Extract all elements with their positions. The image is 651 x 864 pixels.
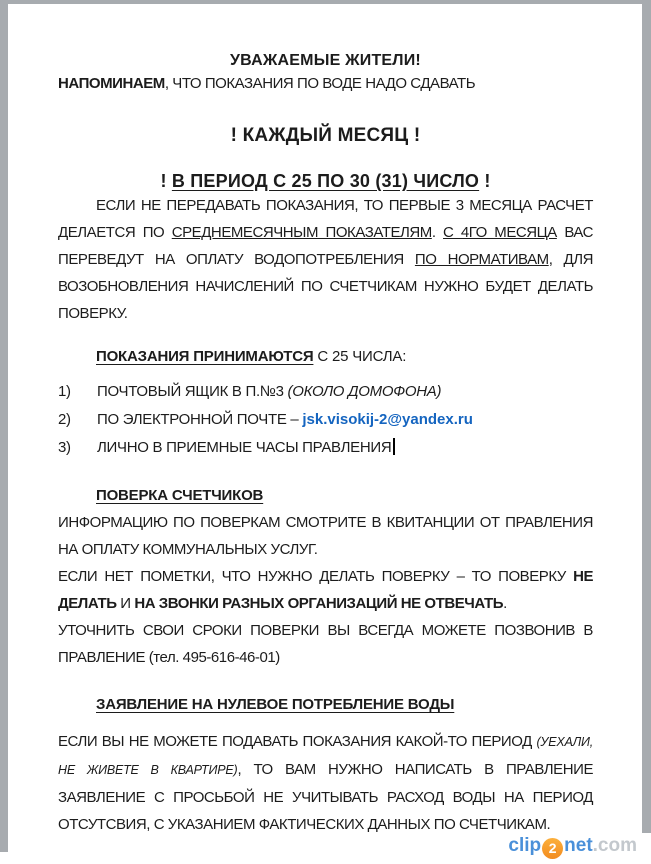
poverka-paragraph-1: ИНФОРМАЦИЮ ПО ПОВЕРКАМ СМОТРИТЕ В КВИТАНЦИИ ОТ ПРАВЛЕНИЯ НА ОПЛАТУ КОММУНАЛЬНЫХ УСЛУГ. <box>58 514 593 558</box>
intro-underline-3: ПО НОРМАТИВАМ <box>414 251 549 268</box>
list-item-text-part: ПО ЭЛЕКТРОННОЙ ПОЧТЕ – <box>97 411 303 428</box>
page-edge-left <box>0 0 8 852</box>
readings-heading-rest: С 25 ЧИСЛА: <box>313 348 407 365</box>
list-item-email <box>58 406 593 434</box>
watermark-text-clip: clip <box>508 835 542 856</box>
text-cursor <box>393 438 395 455</box>
zero-consumption-heading: ЗАЯВЛЕНИЕ НА НУЛЕВОЕ ПОТРЕБЛЕНИЕ ВОДЫ <box>96 696 455 713</box>
intro-paragraph <box>58 192 593 327</box>
list-item-mailbox <box>58 378 593 406</box>
period-prefix: ! <box>160 171 172 191</box>
list-item-text <box>97 406 473 434</box>
clip2net-watermark <box>508 835 637 859</box>
zero-text-2: , ТО ВАМ НУЖНО НАПИСАТЬ В ПРАВЛЕНИЕ ЗАЯВЛЕНИЕ С ПРОСЬБОЙ НЕ УЧИТЫВАТЬ РАСХОД ВОДЫ НА ПЕРИОД ОТСУТСВИЯ, С УКАЗАНИЕМ ФАКТИЧЕСКИХ ДАННЫХ ПО СЧЕТЧИКАМ. <box>58 761 594 833</box>
zero-italic-note: (УЕХАЛИ, НЕ ЖИВЕТЕ В КВАРТИРЕ) <box>58 735 593 777</box>
readings-heading-bold: ПОКАЗАНИЯ ПРИНИМАЮТСЯ <box>96 348 314 365</box>
period-suffix: ! <box>479 171 491 191</box>
poverka-p2-text-1: ЕСЛИ НЕТ ПОМЕТКИ, ЧТО НУЖНО ДЕЛАТЬ ПОВЕРКУ – ТО ПОВЕРКУ <box>58 568 574 585</box>
intro-text-2: . <box>431 224 444 241</box>
period-underlined: В ПЕРИОД С 25 ПО 30 (31) ЧИСЛО <box>171 171 480 191</box>
zero-consumption-paragraph <box>58 728 593 838</box>
poverka-paragraph-2 <box>58 563 593 617</box>
watermark-text-com: .com <box>592 835 637 856</box>
reminder-line <box>58 70 593 97</box>
email-link[interactable]: jsk.visokij-2@yandex.ru <box>302 411 473 428</box>
doc-title: УВАЖАЕМЫЕ ЖИТЕЛИ! <box>230 52 421 69</box>
readings-list <box>58 378 593 462</box>
every-month-line: ! КАЖДЫЙ МЕСЯЦ ! <box>230 125 421 146</box>
list-item-text <box>97 434 395 462</box>
intro-text-1: ЕСЛИ НЕ ПЕРЕДАВАТЬ ПОКАЗАНИЯ, ТО ПЕРВЫЕ 3 МЕСЯЦА РАСЧЕТ ДЕЛАЕТСЯ ПО <box>58 197 593 241</box>
page-edge-right <box>642 0 651 833</box>
intro-text-4: , ДЛЯ ВОЗОБНОВЛЕНИЯ НАЧИСЛЕНИЙ ПО СЧЕТЧИКАМ НУЖНО БУДЕТ ДЕЛАТЬ ПОВЕРКУ. <box>58 251 593 322</box>
period-line <box>58 171 593 192</box>
poverka-heading: ПОВЕРКА СЧЕТЧИКОВ <box>96 487 264 504</box>
readings-heading <box>96 343 593 370</box>
intro-text-3: ВАС ПЕРЕВЕДУТ НА ОПЛАТУ ВОДОПОТРЕБЛЕНИЯ <box>58 224 593 268</box>
intro-underline-1: СРЕДНЕМЕСЯЧНЫМ ПОКАЗАТЕЛЯМ <box>171 224 432 241</box>
reminder-bold: НАПОМИНАЕМ <box>58 75 165 92</box>
list-item-text-part: ЛИЧНО В ПРИЕМНЫЕ ЧАСЫ ПРАВЛЕНИЯ <box>97 439 392 456</box>
intro-underline-2: С 4ГО МЕСЯЦА <box>443 224 557 241</box>
list-item-italic-note: (ОКОЛО ДОМОФОНА) <box>287 383 442 400</box>
list-item-in-person <box>58 434 593 462</box>
poverka-p2-bold-1: НЕ ДЕЛАТЬ <box>58 568 593 612</box>
watermark-circle-2: 2 <box>542 838 563 859</box>
list-item-text-part: ПОЧТОВЫЙ ЯЩИК В П.№3 <box>97 383 288 400</box>
poverka-p2-text-3: . <box>503 595 507 612</box>
list-item-number: 1) <box>58 383 71 400</box>
list-item-number: 3) <box>58 439 71 456</box>
poverka-p2-bold-2: НА ЗВОНКИ РАЗНЫХ ОРГАНИЗАЦИЙ НЕ ОТВЕЧАТЬ <box>134 595 504 612</box>
document-page <box>58 0 593 838</box>
list-item-text <box>97 378 441 406</box>
zero-text-1: ЕСЛИ ВЫ НЕ МОЖЕТЕ ПОДАВАТЬ ПОКАЗАНИЯ КАКОЙ-ТО ПЕРИОД <box>58 733 537 750</box>
poverka-p2-text-2: И <box>116 595 135 612</box>
poverka-paragraph-3: УТОЧНИТЬ СВОИ СРОКИ ПОВЕРКИ ВЫ ВСЕГДА МОЖЕТЕ ПОЗВОНИВ В ПРАВЛЕНИЕ (тел. 495-616-46-01) <box>58 622 593 666</box>
reminder-rest: , ЧТО ПОКАЗАНИЯ ПО ВОДЕ НАДО СДАВАТЬ <box>164 75 476 92</box>
watermark-text-net: net <box>564 835 593 856</box>
list-item-number: 2) <box>58 411 71 428</box>
